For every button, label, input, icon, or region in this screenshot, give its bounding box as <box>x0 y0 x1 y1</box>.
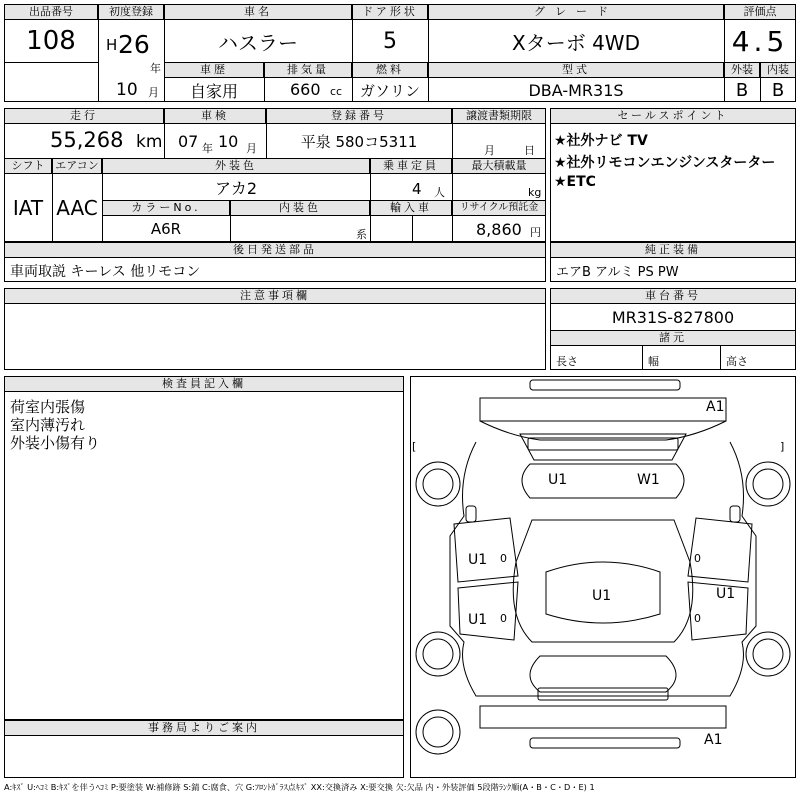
seats: 4 <box>412 180 422 198</box>
insp-month: 10 <box>218 132 239 151</box>
displacement-unit: cc <box>330 85 343 98</box>
sales-point-1: ★社外ナビ TV <box>554 133 648 149</box>
history: 自家用 <box>189 81 238 101</box>
genuine-value: エアB アルミ PS PW <box>556 265 679 280</box>
shift: IAT <box>12 196 44 220</box>
door-label: ドア形状 <box>352 4 428 20</box>
int-color-unit: 系 <box>356 228 367 241</box>
payload-label: 最大積載量 <box>452 158 546 174</box>
insp-year: 07 <box>178 132 199 151</box>
ext-color-label: 外装色 <box>102 158 370 174</box>
first-reg-month: 10 <box>116 80 138 100</box>
height-label: 高さ <box>726 355 748 368</box>
transfer-label: 譲渡書類期限 <box>452 108 546 124</box>
mileage-unit: km <box>136 132 163 152</box>
inspector-line-3: 外装小傷有り <box>10 434 101 452</box>
inspector-line-1: 荷室内張傷 <box>10 398 86 416</box>
reg-no-label: 登録番号 <box>266 108 452 124</box>
month-unit: 月 <box>148 86 159 99</box>
first-reg-label: 初度登録 <box>98 4 164 20</box>
bracket-left: [ <box>412 440 417 453</box>
displacement-label: 排気量 <box>264 62 352 78</box>
zero-mark-1: 0 <box>500 552 507 565</box>
lot-label: 出品番号 <box>4 4 98 20</box>
dims-label: 諸元 <box>550 330 796 346</box>
color-no-label: カラーNo. <box>102 200 230 216</box>
model: DBA-MR31S <box>528 80 624 100</box>
zero-mark-2: 0 <box>500 612 507 625</box>
score-label: 評価点 <box>724 4 796 20</box>
fuel-label: 燃料 <box>352 62 428 78</box>
seats-unit: 人 <box>434 186 445 199</box>
payload-unit: kg <box>528 186 542 199</box>
ext-label: 外装 <box>724 62 760 78</box>
recycle: 8,860 <box>476 220 522 239</box>
inspector-label: 検査員記入欄 <box>4 376 404 392</box>
ext-grade: B <box>735 79 749 101</box>
mark-door-rl: U1 <box>468 612 488 628</box>
office-label: 事務局よりご案内 <box>4 720 404 736</box>
mark-fender-right: U1 <box>716 586 736 602</box>
int-grade: B <box>771 79 785 101</box>
history-label: 車歴 <box>164 62 264 78</box>
notes-label: 注意事項欄 <box>4 288 546 304</box>
mark-front-top: A1 <box>706 399 725 415</box>
ac-label: エアコン <box>52 158 102 174</box>
zero-mark-3: 0 <box>694 552 701 565</box>
grade-label: グレード <box>428 4 724 20</box>
inspector-line-2: 室内薄汚れ <box>10 416 86 434</box>
recycle-unit: 円 <box>530 226 541 239</box>
fuel: ガソリン <box>359 81 420 100</box>
import-label: 輸入車 <box>370 200 452 216</box>
score: 4.5 <box>731 24 789 58</box>
model-label: 型式 <box>428 62 724 78</box>
mark-hood: U1 <box>592 588 612 604</box>
insp-month-unit: 月 <box>246 142 257 155</box>
later-parts-value: 車両取説 キーレス 他リモコン <box>10 264 201 280</box>
color-no: A6R <box>150 220 182 238</box>
car-diagram <box>410 376 796 778</box>
inspection-label: 車検 <box>164 108 266 124</box>
sales-label: セールスポイント <box>550 108 796 124</box>
ext-color: アカ2 <box>214 178 258 198</box>
chassis-label: 車台番号 <box>550 288 796 304</box>
legend: A:ｷｽﾞ U:ﾍｺﾐ B:ｷｽﾞを伴うﾍｺﾐ P:要塗装 W:補修跡 S:錆 C:腐食、穴 G:ﾌﾛﾝﾄｶﾞﾗｽ点ｷｽﾞ XX:交換済み X:要交換 欠:欠品 内・外装評価 5段階ﾗﾝｸ順(A・B・C・D・E) 1 <box>4 782 595 792</box>
car-name: ハスラー <box>218 30 298 55</box>
sales-point-2: ★社外リモコンエンジンスターター <box>554 155 776 171</box>
mark-roof-left: U1 <box>548 472 568 488</box>
insp-year-unit: 年 <box>202 142 213 155</box>
grade: Xターボ 4WD <box>512 30 640 55</box>
mark-windshield: W1 <box>637 472 660 488</box>
ac: AAC <box>56 196 98 220</box>
mileage: 55,268 <box>50 128 124 152</box>
seats-label: 乗車定員 <box>370 158 452 174</box>
sales-point-3: ★ETC <box>554 174 596 190</box>
length-label: 長さ <box>556 355 578 368</box>
year-unit: 年 <box>150 62 161 75</box>
genuine-label: 純正装備 <box>550 242 796 258</box>
mark-door-fl: U1 <box>468 552 488 568</box>
width-label: 幅 <box>648 355 659 368</box>
transfer-day-unit: 日 <box>524 144 535 157</box>
chassis-number: MR31S-827800 <box>611 307 735 327</box>
recycle-label: リサイクル預託金 <box>452 200 546 216</box>
transfer-month-unit: 月 <box>484 144 495 157</box>
era: H <box>106 36 118 54</box>
mark-rear-bottom: A1 <box>704 732 723 748</box>
zero-mark-4: 0 <box>694 612 701 625</box>
reg-no: 平泉 580コ5311 <box>300 132 418 151</box>
car-name-label: 車名 <box>164 4 352 20</box>
displacement: 660 <box>290 80 321 99</box>
lot-number: 108 <box>26 26 76 56</box>
first-reg-year: 26 <box>118 30 150 59</box>
later-parts-label: 後日発送部品 <box>4 242 546 258</box>
int-label: 内装 <box>760 62 796 78</box>
shift-label: シフト <box>4 158 52 174</box>
doors: 5 <box>383 28 397 54</box>
mileage-label: 走行 <box>4 108 164 124</box>
int-color-label: 内装色 <box>230 200 370 216</box>
bracket-right: ] <box>780 440 785 453</box>
